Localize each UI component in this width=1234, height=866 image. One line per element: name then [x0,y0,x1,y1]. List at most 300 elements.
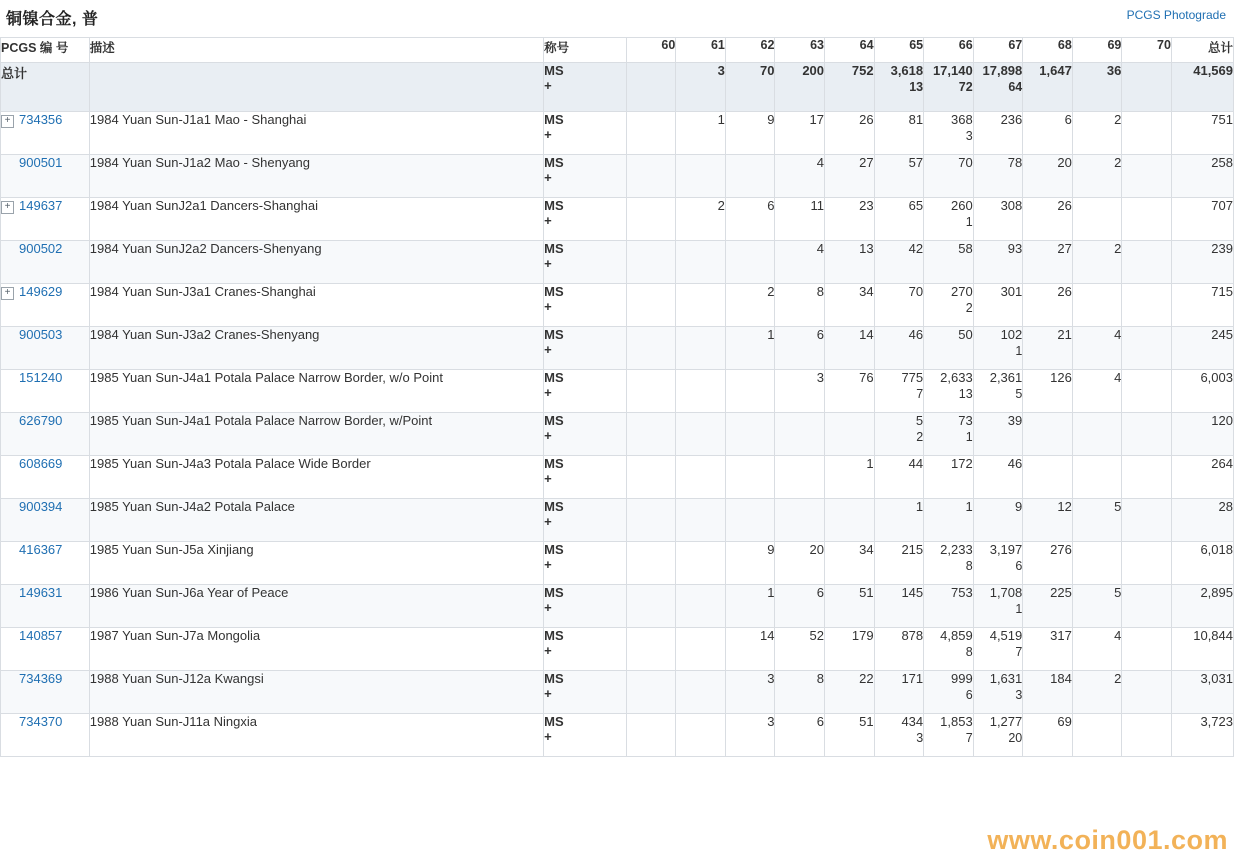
designation-plus: + [544,256,552,271]
grade-count-cell: 9 [725,542,775,585]
pcgs-number-cell[interactable] [1,198,90,241]
grade-count-cell: 1 [825,456,875,499]
grade-count-cell: 2,233 8 [924,542,974,585]
pcgs-number-link[interactable]: 734369 [19,671,63,686]
grade-count-cell: 225 [1023,585,1073,628]
grade-count-cell: 4,859 8 [924,628,974,671]
table-row [1,585,1234,628]
grade-count-cell: 5 [1072,499,1122,542]
grade-count-cell: 1,708 1 [973,585,1023,628]
designation-cell [544,499,627,542]
grade-count-cell: 21 [1023,327,1073,370]
totals-cell: 17,140 72 [924,63,974,112]
table-row [1,327,1234,370]
description-cell: 1985 Yuan Sun-J4a3 Potala Palace Wide Border [89,456,543,499]
grade-count-cell [1122,198,1172,241]
table-body [1,63,1234,757]
grade-count-cell [676,628,726,671]
row-total-cell: 28 [1171,499,1233,542]
grade-count-cell [626,456,676,499]
grade-count-cell: 20 [1023,155,1073,198]
designation-plus: + [544,342,552,357]
table-row [1,456,1234,499]
pcgs-number-cell[interactable] [1,241,90,284]
designation-plus: + [544,643,552,658]
grade-count-cell [626,284,676,327]
table-header-row [1,38,1234,63]
grade-count-cell [1072,198,1122,241]
col-header-67[interactable]: 67 [973,38,1023,63]
pcgs-number-cell[interactable] [1,542,90,585]
grade-count-cell: 46 [874,327,924,370]
grade-count-cell [725,499,775,542]
description-cell: 1984 Yuan SunJ2a1 Dancers-Shanghai [89,198,543,241]
grade-count-cell: 50 [924,327,974,370]
grade-count-cell: 753 [924,585,974,628]
col-header-70[interactable]: 70 [1122,38,1172,63]
grade-count-cell [1072,542,1122,585]
grade-count-cell [1122,284,1172,327]
totals-cell [626,63,676,112]
designation-cell [544,112,627,155]
table-row [1,542,1234,585]
col-header-63[interactable]: 63 [775,38,825,63]
grade-count-cell [626,112,676,155]
designation-cell [544,155,627,198]
pcgs-number-link[interactable]: 149637 [19,198,63,213]
designation-grade: MS [544,413,564,428]
expand-icon[interactable]: + [1,287,14,300]
pcgs-photograde-link[interactable]: PCGS Photograde [1126,8,1226,22]
pcgs-number-cell[interactable] [1,112,90,155]
grade-count-cell [1122,542,1172,585]
table-row [1,671,1234,714]
grade-count-cell: 184 [1023,671,1073,714]
pcgs-number-cell[interactable] [1,456,90,499]
grade-count-cell: 145 [874,585,924,628]
grade-count-cell [725,241,775,284]
table-row [1,155,1234,198]
row-total-cell: 264 [1171,456,1233,499]
grade-count-cell: 2 [676,198,726,241]
table-row [1,284,1234,327]
grade-count-cell [626,714,676,757]
grade-count-cell: 51 [825,585,875,628]
grade-count-cell: 26 [1023,198,1073,241]
designation-plus: + [544,471,552,486]
description-cell: 1984 Yuan SunJ2a2 Dancers-Shenyang [89,241,543,284]
totals-description [89,63,543,112]
pcgs-number-cell[interactable] [1,671,90,714]
description-cell: 1987 Yuan Sun-J7a Mongolia [89,628,543,671]
grade-count-cell [626,198,676,241]
designation-plus: + [544,557,552,572]
grade-count-cell: 1 [924,499,974,542]
grade-count-cell: 76 [825,370,875,413]
expand-icon[interactable]: + [1,201,14,214]
pcgs-number-link[interactable]: 140857 [19,628,63,643]
grade-count-cell: 2,361 5 [973,370,1023,413]
grade-count-cell: 6 [775,585,825,628]
grade-count-cell: 2 [1072,241,1122,284]
designation-plus: + [544,686,552,701]
grade-count-cell: 276 [1023,542,1073,585]
grade-count-cell [626,241,676,284]
grade-count-cell [1122,628,1172,671]
row-total-cell: 3,723 [1171,714,1233,757]
expand-icon[interactable]: + [1,115,14,128]
designation-grade: MS [544,327,564,342]
row-total-cell: 715 [1171,284,1233,327]
grade-count-cell [1122,499,1172,542]
totals-cell: 41,569 [1171,63,1233,112]
grade-count-cell: 11 [775,198,825,241]
grade-count-cell [725,155,775,198]
grade-count-cell: 1,853 7 [924,714,974,757]
totals-cell [1122,63,1172,112]
description-cell: 1984 Yuan Sun-J3a2 Cranes-Shenyang [89,327,543,370]
grade-count-cell: 6 [775,327,825,370]
grade-count-cell: 2,633 13 [924,370,974,413]
row-total-cell: 3,031 [1171,671,1233,714]
grade-count-cell [825,499,875,542]
grade-count-cell: 1 [725,327,775,370]
totals-label: 总计 [1,63,90,112]
designation-plus: + [544,385,552,400]
description-cell: 1985 Yuan Sun-J4a2 Potala Palace [89,499,543,542]
designation-grade: MS [544,155,564,170]
grade-count-cell: 51 [825,714,875,757]
grade-count-cell [1072,714,1122,757]
pcgs-number-link[interactable]: 149629 [19,284,63,299]
designation-grade: MS [544,284,564,299]
designation-plus: + [544,299,552,314]
col-header-description[interactable]: 描述 [89,38,543,63]
pcgs-number-link[interactable]: 626790 [19,413,63,428]
grade-count-cell: 39 [973,413,1023,456]
designation-cell [544,456,627,499]
grade-count-cell: 270 2 [924,284,974,327]
grade-count-cell: 308 [973,198,1023,241]
pcgs-number-cell[interactable] [1,714,90,757]
description-cell: 1985 Yuan Sun-J4a1 Potala Palace Narrow Border, w/o Point [89,370,543,413]
grade-count-cell: 52 [775,628,825,671]
grade-count-cell: 70 [874,284,924,327]
pcgs-number-cell[interactable] [1,327,90,370]
totals-cell: 36 [1072,63,1122,112]
grade-count-cell [626,585,676,628]
grade-count-cell: 4 [775,241,825,284]
row-total-cell: 2,895 [1171,585,1233,628]
designation-grade: MS [544,456,564,471]
grade-count-cell [676,284,726,327]
grade-count-cell: 260 1 [924,198,974,241]
grade-count-cell: 26 [1023,284,1073,327]
designation-cell [544,413,627,456]
designation-cell [544,241,627,284]
grade-count-cell [676,499,726,542]
grade-count-cell: 1,277 20 [973,714,1023,757]
totals-cell: 17,898 64 [973,63,1023,112]
totals-cell: 3,618 13 [874,63,924,112]
designation-plus: + [544,428,552,443]
designation-grade: MS [544,241,564,256]
row-total-cell: 751 [1171,112,1233,155]
pcgs-number-link[interactable]: 734370 [19,714,63,729]
grade-count-cell: 1,631 3 [973,671,1023,714]
grade-count-cell: 5 [1072,585,1122,628]
designation-grade: MS [544,499,564,514]
grade-count-cell: 17 [775,112,825,155]
pcgs-number-cell[interactable] [1,628,90,671]
grade-count-cell [626,413,676,456]
grade-count-cell [676,155,726,198]
grade-count-cell [626,628,676,671]
grade-count-cell [1023,413,1073,456]
grade-count-cell: 4 [775,155,825,198]
grade-count-cell: 3 [725,714,775,757]
grade-count-cell [676,542,726,585]
grade-count-cell: 999 6 [924,671,974,714]
grade-count-cell: 70 [924,155,974,198]
grade-count-cell: 126 [1023,370,1073,413]
grade-count-cell [626,155,676,198]
grade-count-cell: 78 [973,155,1023,198]
designation-plus: + [544,170,552,185]
pcgs-number-cell[interactable] [1,413,90,456]
pcgs-number-link[interactable]: 900394 [19,499,63,514]
col-header-66[interactable]: 66 [924,38,974,63]
pcgs-number-link[interactable]: 416367 [19,542,63,557]
grade-count-cell: 26 [825,112,875,155]
grade-count-cell: 81 [874,112,924,155]
col-header-69[interactable]: 69 [1072,38,1122,63]
grade-count-cell: 301 [973,284,1023,327]
grade-count-cell: 23 [825,198,875,241]
grade-count-cell: 22 [825,671,875,714]
description-cell: 1985 Yuan Sun-J5a Xinjiang [89,542,543,585]
col-header-65[interactable]: 65 [874,38,924,63]
grade-count-cell: 2 [1072,155,1122,198]
grade-count-cell: 42 [874,241,924,284]
designation-cell [544,370,627,413]
table-row [1,370,1234,413]
grade-count-cell [775,499,825,542]
description-cell: 1988 Yuan Sun-J11a Ningxia [89,714,543,757]
description-cell: 1986 Yuan Sun-J6a Year of Peace [89,585,543,628]
designation-plus: + [544,729,552,744]
grade-count-cell: 3 [775,370,825,413]
designation-cell [544,327,627,370]
table-row [1,198,1234,241]
pcgs-number-cell[interactable] [1,370,90,413]
pcgs-number-link[interactable]: 900503 [19,327,63,342]
designation-grade: MS [544,542,564,557]
row-total-cell: 245 [1171,327,1233,370]
table-row [1,413,1234,456]
grade-count-cell: 1 [676,112,726,155]
grade-count-cell: 6 [1023,112,1073,155]
grade-count-cell: 878 [874,628,924,671]
grade-count-cell: 34 [825,542,875,585]
col-header-61[interactable]: 61 [676,38,726,63]
grade-count-cell: 9 [725,112,775,155]
grade-count-cell: 4 [1072,370,1122,413]
grade-count-cell: 27 [825,155,875,198]
grade-count-cell [676,671,726,714]
grade-count-cell: 6 [775,714,825,757]
pcgs-number-link[interactable]: 151240 [19,370,63,385]
grade-count-cell [725,370,775,413]
totals-cell: 70 [725,63,775,112]
pcgs-number-link[interactable]: 900502 [19,241,63,256]
grade-count-cell [725,456,775,499]
grade-count-cell [676,327,726,370]
grade-count-cell: 14 [725,628,775,671]
grade-count-cell: 13 [825,241,875,284]
grade-count-cell [1072,284,1122,327]
col-header-designation[interactable]: 称号 [544,38,627,63]
table-header [1,38,1234,63]
grade-count-cell [676,413,726,456]
grade-count-cell: 102 1 [973,327,1023,370]
grade-count-cell [1122,155,1172,198]
grade-count-cell [1122,456,1172,499]
grade-count-cell: 14 [825,327,875,370]
grade-count-cell: 93 [973,241,1023,284]
description-cell: 1988 Yuan Sun-J12a Kwangsi [89,671,543,714]
grade-count-cell [626,370,676,413]
row-total-cell: 6,018 [1171,542,1233,585]
grade-count-cell: 368 3 [924,112,974,155]
pcgs-number-link[interactable]: 149631 [19,585,63,600]
row-total-cell: 707 [1171,198,1233,241]
grade-count-cell: 3,197 6 [973,542,1023,585]
description-cell: 1985 Yuan Sun-J4a1 Potala Palace Narrow Border, w/Point [89,413,543,456]
row-total-cell: 6,003 [1171,370,1233,413]
totals-cell: 200 [775,63,825,112]
grade-count-cell [626,542,676,585]
description-cell: 1984 Yuan Sun-J1a1 Mao - Shanghai [89,112,543,155]
grade-count-cell: 8 [775,671,825,714]
grade-count-cell: 171 [874,671,924,714]
designation-cell [544,198,627,241]
grade-count-cell: 34 [825,284,875,327]
grade-count-cell: 2 [725,284,775,327]
grade-count-cell: 73 1 [924,413,974,456]
page-header [0,0,1234,37]
col-header-60[interactable]: 60 [626,38,676,63]
grade-count-cell: 775 7 [874,370,924,413]
grade-count-cell: 27 [1023,241,1073,284]
col-header-62[interactable]: 62 [725,38,775,63]
grade-count-cell [1122,327,1172,370]
grade-count-cell [725,413,775,456]
grade-count-cell: 65 [874,198,924,241]
designation-cell [544,585,627,628]
grade-count-cell [1072,413,1122,456]
col-header-pcgs[interactable]: PCGS 编 号 [1,38,90,63]
col-header-64[interactable]: 64 [825,38,875,63]
grade-count-cell [676,370,726,413]
grade-count-cell [626,499,676,542]
grade-count-cell: 58 [924,241,974,284]
grade-count-cell: 57 [874,155,924,198]
grade-count-cell [825,413,875,456]
designation-grade: MS [544,112,564,127]
grade-count-cell: 2 [1072,671,1122,714]
grade-count-cell: 9 [973,499,1023,542]
designation-cell [544,671,627,714]
grade-count-cell [1122,370,1172,413]
row-total-cell: 10,844 [1171,628,1233,671]
designation-grade: MS [544,370,564,385]
table-row [1,499,1234,542]
table-row [1,628,1234,671]
designation-plus: + [544,213,552,228]
pcgs-number-link[interactable]: 900501 [19,155,63,170]
grade-count-cell [676,241,726,284]
grade-count-cell: 12 [1023,499,1073,542]
row-total-cell: 239 [1171,241,1233,284]
grade-count-cell: 6 [725,198,775,241]
totals-designation: MS + [544,63,627,112]
totals-cell: 1,647 [1023,63,1073,112]
pcgs-number-link[interactable]: 734356 [19,112,63,127]
grade-count-cell: 236 [973,112,1023,155]
grade-count-cell [1122,112,1172,155]
col-header-total[interactable]: 总计 [1171,38,1233,63]
pcgs-number-cell[interactable] [1,155,90,198]
grade-count-cell [1122,585,1172,628]
grade-count-cell [676,585,726,628]
pcgs-number-link[interactable]: 608669 [19,456,63,471]
table-row [1,714,1234,757]
grade-count-cell: 5 2 [874,413,924,456]
designation-grade: MS [544,714,564,729]
grade-count-cell: 179 [825,628,875,671]
grade-count-cell [1122,413,1172,456]
grade-count-cell: 20 [775,542,825,585]
table-row [1,241,1234,284]
totals-row [1,63,1234,112]
grade-count-cell [1122,241,1172,284]
designation-plus: + [544,127,552,142]
grade-count-cell: 3 [725,671,775,714]
row-total-cell: 120 [1171,413,1233,456]
pcgs-number-cell[interactable] [1,585,90,628]
grade-count-cell: 4 [1072,628,1122,671]
pcgs-number-cell[interactable] [1,499,90,542]
pcgs-number-cell[interactable] [1,284,90,327]
row-total-cell: 258 [1171,155,1233,198]
grade-count-cell [1122,671,1172,714]
designation-cell [544,714,627,757]
grade-count-cell [1023,456,1073,499]
grade-count-cell: 434 3 [874,714,924,757]
description-cell: 1984 Yuan Sun-J1a2 Mao - Shenyang [89,155,543,198]
grade-count-cell: 215 [874,542,924,585]
grade-count-cell: 172 [924,456,974,499]
grade-count-cell [676,714,726,757]
grade-count-cell: 4,519 7 [973,628,1023,671]
site-watermark: www.coin001.com [987,825,1228,855]
col-header-68[interactable]: 68 [1023,38,1073,63]
grade-count-cell [1122,714,1172,757]
grade-count-cell: 46 [973,456,1023,499]
totals-cell: 3 [676,63,726,112]
grade-count-cell: 1 [874,499,924,542]
